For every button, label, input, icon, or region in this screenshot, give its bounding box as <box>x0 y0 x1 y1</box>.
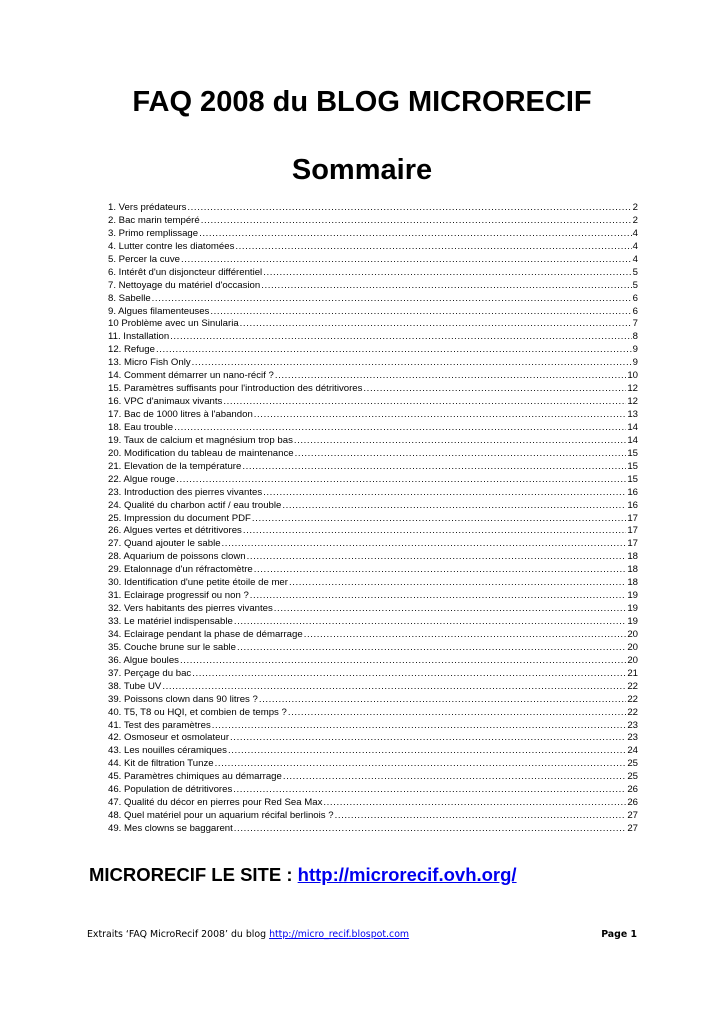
toc-leader-dots <box>323 797 626 810</box>
toc-entry-page: 22 <box>627 693 638 705</box>
toc-leader-dots <box>263 267 631 280</box>
toc-entry-label: 34. Eclairage pendant la phase de démarrage <box>108 628 303 640</box>
toc-entry[interactable] <box>108 474 638 487</box>
toc-entry[interactable] <box>108 694 638 707</box>
toc-entry-page: 27 <box>627 823 638 834</box>
toc-entry-page: 5 <box>632 266 638 278</box>
toc-entry-page: 2 <box>632 214 638 226</box>
toc-entry-label: 11. Installation <box>108 331 170 343</box>
site-line <box>89 864 517 886</box>
toc-entry[interactable] <box>108 629 638 642</box>
toc-entry-page: 18 <box>627 564 638 576</box>
toc-leader-dots <box>181 254 632 267</box>
toc-entry[interactable] <box>108 810 638 823</box>
toc-entry-page: 26 <box>627 797 638 809</box>
toc-entry[interactable] <box>108 771 638 784</box>
toc-entry[interactable] <box>108 720 638 733</box>
toc-leader-dots <box>234 823 627 836</box>
toc-leader-dots <box>237 642 626 655</box>
toc-entry-page: 5 <box>632 279 638 291</box>
table-of-contents <box>108 202 638 836</box>
toc-entry-page: 4 <box>632 253 638 265</box>
toc-leader-dots <box>228 745 626 758</box>
toc-entry[interactable] <box>108 318 638 331</box>
toc-leader-dots <box>254 409 627 422</box>
toc-entry[interactable] <box>108 215 638 228</box>
toc-leader-dots <box>274 603 627 616</box>
toc-entry-label: 38. Tube UV <box>108 680 162 692</box>
toc-entry-label: 8. Sabelle <box>108 292 151 304</box>
toc-entry-label: 13. Micro Fish Only <box>108 357 191 369</box>
toc-leader-dots <box>223 396 626 409</box>
toc-entry-label: 24. Qualité du charbon actif / eau trouble <box>108 499 282 511</box>
toc-entry-label: 12. Refuge <box>108 344 155 356</box>
toc-entry-page: 22 <box>627 706 638 718</box>
toc-entry-label: 27. Quand ajouter le sable <box>108 538 221 550</box>
page-number: Page 1 <box>601 929 637 940</box>
toc-entry-label: 5. Percer la cuve <box>108 253 180 265</box>
toc-leader-dots <box>295 448 627 461</box>
toc-entry[interactable] <box>108 383 638 396</box>
toc-entry-label: 32. Vers habitants des pierres vivantes <box>108 603 273 615</box>
toc-entry[interactable] <box>108 370 638 383</box>
toc-entry-page: 25 <box>627 771 638 783</box>
toc-entry-label: 49. Mes clowns se baggarent <box>108 823 233 834</box>
toc-entry-label: 41. Test des paramètres <box>108 719 211 731</box>
toc-entry-page: 21 <box>627 667 638 679</box>
toc-leader-dots <box>192 357 632 370</box>
toc-leader-dots <box>180 655 626 668</box>
toc-entry-label: 37. Perçage du bac <box>108 667 192 679</box>
toc-leader-dots <box>212 720 627 733</box>
toc-leader-dots <box>363 383 626 396</box>
toc-leader-dots <box>176 474 626 487</box>
toc-entry-label: 43. Les nouilles céramiques <box>108 745 227 757</box>
toc-entry-label: 3. Primo remplissage <box>108 227 199 239</box>
toc-entry-label: 9. Algues filamenteuses <box>108 305 210 317</box>
toc-entry[interactable] <box>108 435 638 448</box>
toc-entry[interactable] <box>108 513 638 526</box>
toc-entry-page: 25 <box>627 758 638 770</box>
toc-entry-page: 6 <box>632 292 638 304</box>
toc-leader-dots <box>263 487 626 500</box>
toc-leader-dots <box>210 306 631 319</box>
toc-entry[interactable] <box>108 823 638 836</box>
toc-entry[interactable] <box>108 642 638 655</box>
toc-entry-page: 14 <box>627 434 638 446</box>
toc-entry-label: 28. Aquarium de poissons clown <box>108 551 246 563</box>
toc-leader-dots <box>162 681 626 694</box>
toc-entry-label: 23. Introduction des pierres vivantes <box>108 486 263 498</box>
toc-leader-dots <box>199 228 632 241</box>
toc-entry[interactable] <box>108 500 638 513</box>
toc-leader-dots <box>233 784 626 797</box>
toc-entry-label: 1. Vers prédateurs <box>108 202 187 213</box>
toc-leader-dots <box>242 461 626 474</box>
toc-entry-label: 19. Taux de calcium et magnésium trop bas <box>108 434 293 446</box>
toc-entry[interactable] <box>108 344 638 357</box>
toc-leader-dots <box>259 694 626 707</box>
toc-entry-page: 15 <box>627 460 638 472</box>
toc-entry-page: 7 <box>632 318 638 330</box>
toc-leader-dots <box>247 551 627 564</box>
toc-entry-page: 22 <box>627 680 638 692</box>
toc-entry-page: 15 <box>627 473 638 485</box>
toc-entry-page: 17 <box>627 512 638 524</box>
toc-entry-page: 9 <box>632 344 638 356</box>
toc-entry-page: 16 <box>627 486 638 498</box>
toc-entry-page: 24 <box>627 745 638 757</box>
toc-entry-page: 4 <box>632 227 638 239</box>
toc-leader-dots <box>283 771 626 784</box>
toc-entry[interactable] <box>108 228 638 241</box>
toc-entry[interactable] <box>108 707 638 720</box>
toc-leader-dots <box>294 435 626 448</box>
toc-entry-label: 7. Nettoyage du matériel d'occasion <box>108 279 261 291</box>
toc-entry-page: 20 <box>627 641 638 653</box>
toc-leader-dots <box>240 318 632 331</box>
toc-entry-label: 15. Paramètres suffisants pour l'introduction des détritivores <box>108 383 363 395</box>
toc-entry[interactable] <box>108 784 638 797</box>
toc-entry[interactable] <box>108 448 638 461</box>
toc-entry[interactable] <box>108 668 638 681</box>
toc-entry-label: 10 Problème avec un Sinularia <box>108 318 239 330</box>
toc-leader-dots <box>254 564 627 577</box>
toc-entry[interactable] <box>108 357 638 370</box>
toc-entry[interactable] <box>108 280 638 293</box>
toc-entry-page: 13 <box>627 409 638 420</box>
toc-entry-page: 17 <box>627 525 638 537</box>
toc-leader-dots <box>335 810 627 823</box>
toc-entry-label: 16. VPC d'animaux vivants <box>108 396 223 408</box>
toc-heading: Sommaire <box>291 154 433 186</box>
toc-entry-label: 4. Lutter contre les diatomées <box>108 240 235 252</box>
toc-entry[interactable] <box>108 603 638 616</box>
site-link[interactable]: http://microrecif.ovh.org/ <box>297 864 517 885</box>
toc-entry-label: 25. Impression du document PDF <box>108 512 251 524</box>
toc-entry-page: 18 <box>627 551 638 563</box>
toc-entry-page: 20 <box>627 654 638 666</box>
toc-entry[interactable] <box>108 409 638 422</box>
site-label: MICRORECIF LE SITE : <box>89 864 298 885</box>
toc-entry-page: 26 <box>627 784 638 796</box>
toc-entry-label: 18. Eau trouble <box>108 421 174 433</box>
footer-text <box>87 929 409 940</box>
toc-entry-label: 35. Couche brune sur le sable <box>108 641 236 653</box>
toc-entry[interactable] <box>108 577 638 590</box>
toc-entry[interactable] <box>108 525 638 538</box>
toc-entry-page: 18 <box>627 577 638 589</box>
toc-leader-dots <box>275 370 626 383</box>
toc-entry-page: 12 <box>627 383 638 395</box>
document-title: FAQ 2008 du BLOG MICRORECIF <box>132 86 592 118</box>
toc-leader-dots <box>170 331 632 344</box>
toc-entry-page: 14 <box>627 421 638 433</box>
toc-leader-dots <box>252 513 626 526</box>
toc-entry-page: 17 <box>627 538 638 550</box>
toc-entry[interactable] <box>108 267 638 280</box>
toc-entry-page: 4 <box>632 240 638 252</box>
toc-leader-dots <box>282 500 626 513</box>
footer-prefix: Extraits ‘FAQ MicroRecif 2008’ du blog <box>87 929 270 940</box>
toc-entry-label: 44. Kit de filtration Tunze <box>108 758 214 770</box>
toc-entry-page: 23 <box>627 719 638 731</box>
toc-entry[interactable] <box>108 616 638 629</box>
toc-entry-label: 17. Bac de 1000 litres à l'abandon <box>108 409 253 420</box>
toc-leader-dots <box>243 525 626 538</box>
toc-entry-page: 12 <box>627 396 638 408</box>
toc-entry[interactable] <box>108 241 638 254</box>
toc-entry[interactable] <box>108 655 638 668</box>
toc-entry-label: 2. Bac marin tempéré <box>108 214 200 226</box>
toc-entry-page: 19 <box>627 616 638 627</box>
toc-entry[interactable] <box>108 745 638 758</box>
toc-entry[interactable] <box>108 202 638 215</box>
toc-entry[interactable] <box>108 538 638 551</box>
toc-entry-page: 16 <box>627 499 638 511</box>
toc-entry[interactable] <box>108 732 638 745</box>
toc-entry-label: 40. T5, T8 ou HQI, et combien de temps ? <box>108 706 287 718</box>
toc-leader-dots <box>174 422 626 435</box>
toc-entry-label: 22. Algue rouge <box>108 473 176 485</box>
toc-entry[interactable] <box>108 254 638 267</box>
toc-leader-dots <box>215 758 627 771</box>
toc-leader-dots <box>289 577 626 590</box>
toc-leader-dots <box>222 538 627 551</box>
page-footer <box>87 929 637 940</box>
toc-entry-page: 8 <box>632 331 638 343</box>
toc-entry-page: 19 <box>627 590 638 602</box>
toc-leader-dots <box>261 280 631 293</box>
toc-entry[interactable] <box>108 797 638 810</box>
toc-entry-label: 42. Osmoseur et osmolateur <box>108 732 230 744</box>
toc-entry[interactable] <box>108 564 638 577</box>
toc-leader-dots <box>230 732 626 745</box>
toc-leader-dots <box>201 215 632 228</box>
toc-entry-label: 46. Population de détritivores <box>108 784 233 796</box>
toc-leader-dots <box>235 241 631 254</box>
toc-entry-label: 31. Eclairage progressif ou non ? <box>108 590 249 602</box>
toc-entry[interactable] <box>108 590 638 603</box>
toc-entry-page: 2 <box>632 202 638 213</box>
toc-entry-page: 19 <box>627 603 638 615</box>
toc-entry-page: 23 <box>627 732 638 744</box>
toc-entry[interactable] <box>108 461 638 474</box>
toc-entry-label: 30. Identification d'une petite étoile de mer <box>108 577 288 589</box>
toc-leader-dots <box>234 616 627 629</box>
toc-entry[interactable] <box>108 551 638 564</box>
toc-entry-label: 47. Qualité du décor en pierres pour Red Sea Max <box>108 797 323 809</box>
toc-entry[interactable] <box>108 331 638 344</box>
toc-leader-dots <box>187 202 631 215</box>
toc-leader-dots <box>288 707 627 720</box>
footer-blog-link[interactable]: http://micro_recif.blospot.com <box>269 929 410 940</box>
toc-entry-label: 26. Algues vertes et détritivores <box>108 525 242 537</box>
toc-entry-page: 9 <box>632 357 638 369</box>
toc-entry-label: 29. Etalonnage d'un réfractomètre <box>108 564 253 576</box>
toc-entry-label: 36. Algue boules <box>108 654 179 666</box>
toc-entry-page: 6 <box>632 305 638 317</box>
toc-entry-page: 15 <box>627 447 638 459</box>
toc-entry-page: 10 <box>627 370 638 382</box>
toc-entry[interactable] <box>108 293 638 306</box>
toc-leader-dots <box>152 293 632 306</box>
toc-entry-page: 20 <box>627 628 638 640</box>
toc-leader-dots <box>304 629 627 642</box>
toc-entry-label: 21. Elevation de la température <box>108 460 242 472</box>
toc-entry-label: 6. Intérêt d'un disjoncteur différentiel <box>108 266 263 278</box>
toc-entry[interactable] <box>108 487 638 500</box>
toc-entry-label: 14. Comment démarrer un nano-récif ? <box>108 370 274 382</box>
toc-entry-label: 45. Paramètres chimiques au démarrage <box>108 771 282 783</box>
toc-entry[interactable] <box>108 306 638 319</box>
toc-leader-dots <box>156 344 632 357</box>
toc-entry-label: 33. Le matériel indispensable <box>108 616 233 627</box>
toc-entry-page: 27 <box>627 810 638 822</box>
toc-leader-dots <box>192 668 626 681</box>
toc-entry-label: 48. Quel matériel pour un aquarium récifal berlinois ? <box>108 810 334 822</box>
toc-leader-dots <box>250 590 627 603</box>
toc-entry-label: 39. Poissons clown dans 90 litres ? <box>108 693 258 705</box>
toc-entry[interactable] <box>108 758 638 771</box>
toc-entry-label: 20. Modification du tableau de maintenance <box>108 447 294 459</box>
toc-entry[interactable] <box>108 422 638 435</box>
toc-entry[interactable] <box>108 681 638 694</box>
toc-entry[interactable] <box>108 396 638 409</box>
